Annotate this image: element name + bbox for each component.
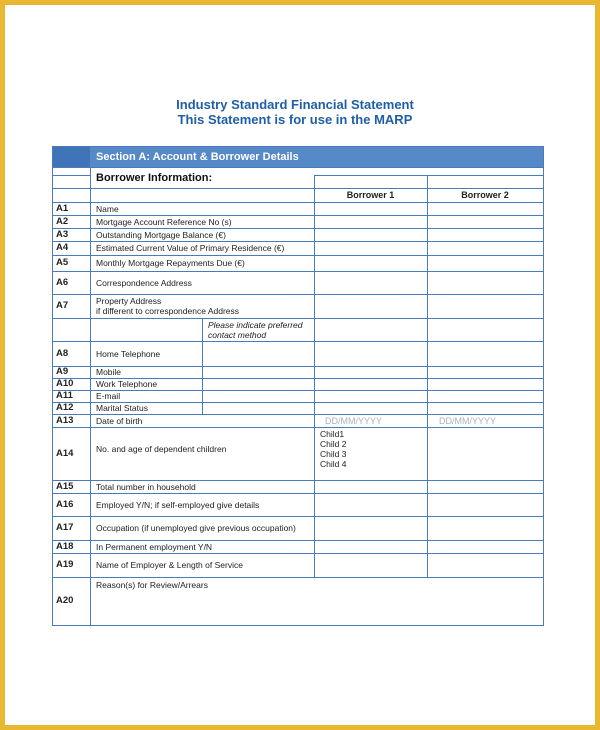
row-label-a1: Name [96, 203, 119, 214]
row-code-a19: A19 [56, 559, 74, 570]
page-title: Industry Standard Financial Statement [176, 97, 414, 112]
borrower-form [52, 146, 544, 626]
row-label-a17: Occupation (if unemployed give previous occupation) [96, 523, 296, 533]
children-list [320, 429, 346, 473]
preferred-contact-note-2: contact method [208, 330, 267, 340]
child-1-label: Child1 [320, 429, 345, 439]
row-label-a2: Mortgage Account Reference No (s) [96, 216, 232, 227]
row-code-a5: A5 [56, 257, 69, 268]
row-code-a10: A10 [56, 378, 74, 389]
dob-placeholder-borrower-2[interactable]: DD/MM/YYYY [439, 415, 497, 426]
row-code-a16: A16 [56, 498, 74, 510]
row-label-a16: Employed Y/N; if self-employed give details [96, 499, 260, 510]
borrower-info-heading: Borrower Information: [96, 171, 213, 184]
row-code-a6: A6 [56, 276, 69, 288]
row-label-a10: Work Telephone [96, 379, 158, 389]
row-label-a12: Marital Status [96, 403, 148, 413]
row-label-a6: Correspondence Address [96, 277, 192, 288]
row-code-a8: A8 [56, 347, 69, 359]
row-code-a12: A12 [56, 402, 74, 413]
row-label-a11: E-mail [96, 391, 121, 401]
row-code-a14: A14 [56, 447, 74, 459]
row-label-a5: Monthly Mortgage Repayments Due (€) [96, 258, 245, 268]
row-code-a13: A13 [56, 414, 74, 426]
row-code-a7: A7 [56, 300, 69, 311]
row-code-a18: A18 [56, 540, 74, 552]
preferred-contact-note-1: Please indicate preferred [208, 320, 303, 330]
row-code-a9: A9 [56, 366, 69, 377]
row-code-a4: A4 [56, 242, 69, 253]
row-label-a7: Property Address [96, 296, 162, 306]
row-label-a20: Reason(s) for Review/Arrears [96, 579, 208, 590]
row-label-a18: In Permanent employment Y/N [96, 541, 213, 552]
row-code-a20: A20 [56, 595, 74, 606]
row-label-a14: No. and age of dependent children [96, 443, 227, 454]
child-4-label: Child 4 [320, 459, 347, 469]
row-label-a15: Total number in household [96, 481, 196, 492]
row-label-a13: Date of birth [96, 415, 143, 426]
row-label-a7-sub: if different to correspondence Address [96, 306, 240, 316]
row-code-a15: A15 [56, 480, 74, 492]
row-label-a19: Name of Employer & Length of Service [96, 560, 243, 570]
row-label-a3: Outstanding Mortgage Balance (€) [96, 229, 226, 240]
borrower-2-header: Borrower 2 [461, 190, 509, 200]
row-label-a9: Mobile [96, 367, 122, 377]
row-code-a2: A2 [56, 215, 69, 227]
row-code-a17: A17 [56, 522, 74, 533]
row-label-a8: Home Telephone [96, 348, 161, 359]
borrower-1-header: Borrower 1 [346, 190, 395, 200]
dob-placeholder-borrower-1[interactable]: DD/MM/YYYY [325, 415, 383, 426]
row-code-a3: A3 [56, 228, 69, 240]
row-code-a11: A11 [56, 390, 73, 401]
child-2-label: Child 2 [320, 439, 347, 449]
row-code-a1: A1 [56, 202, 69, 214]
section-title: Section A: Account & Borrower Details [96, 151, 299, 163]
child-3-label: Child 3 [320, 449, 347, 459]
section-header [53, 147, 543, 167]
page-subtitle: This Statement is for use in the MARP [177, 112, 413, 127]
row-label-a4: Estimated Current Value of Primary Residence (€) [96, 243, 285, 253]
